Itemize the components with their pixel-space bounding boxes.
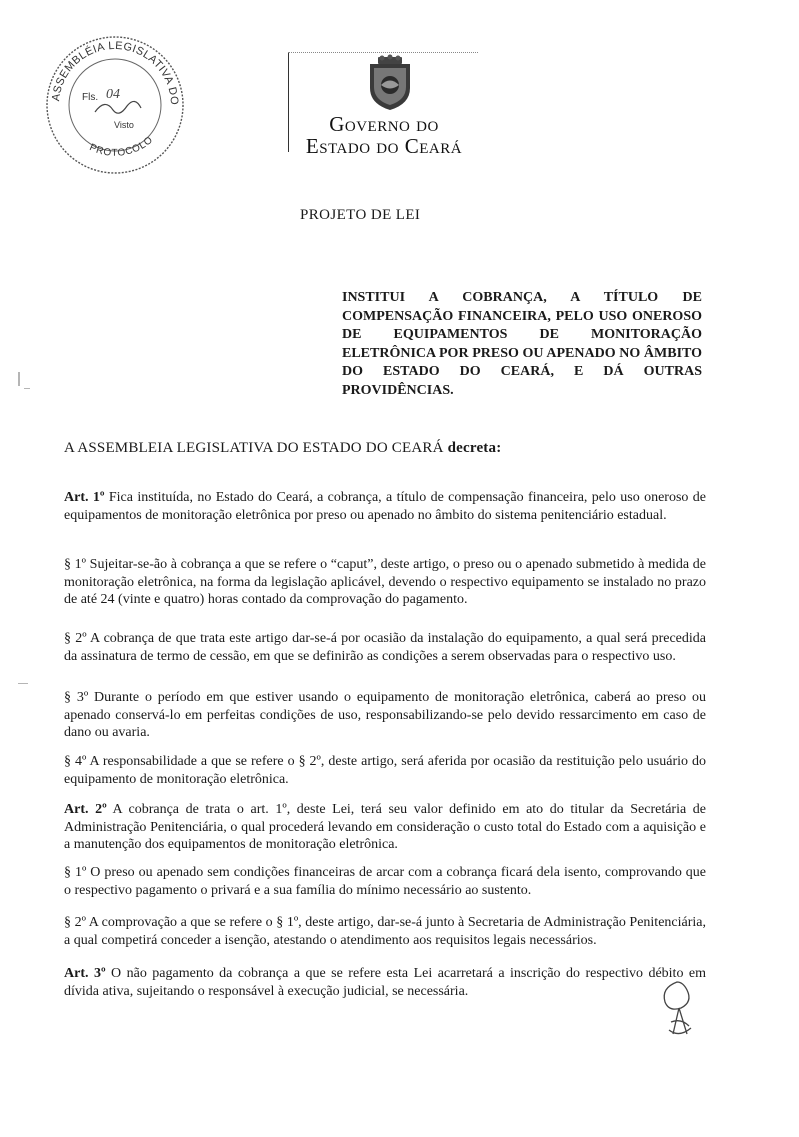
paragraph-text: Durante o período em que estiver usando o equipamento de monitoração eletrônica, caberá ao preso ou apenado conservá-lo em perfeitas condições de uso, responsabilizando-se pelo devido ressarcimento em caso de dano ou avaria.	[64, 690, 706, 740]
stamp-ring-text: ASSEMBLÉIA LEGISLATIVA DO	[50, 39, 181, 106]
stamp-fls-label: Fls.	[82, 92, 99, 103]
paragraph-label: § 4º	[64, 754, 87, 769]
government-title-line1: Governo do	[329, 112, 439, 136]
article-text: O não pagamento da cobrança a que se refere esta Lei acarretará a inscrição do respectivo débito em dívida ativa, sujeitando o responsável à execução judicial, se necessária.	[64, 966, 707, 999]
article-1-paragraph-3	[64, 689, 706, 742]
article-1-paragraph-2	[64, 630, 706, 665]
article-text: A cobrança de trata o art. 1º, deste Lei, terá seu valor definido em ato do titular da Secretária de Administração Penitenciária, o qual procederá levando em consideração o custo total do Estado com a aquisição e a manutenção dos equipamentos de monitoração eletrônica.	[64, 802, 706, 852]
paragraph-text: Sujeitar-se-ão à cobrança a que se refere o “caput”, deste artigo, o preso ou o apenado submetido à medida de monitoração eletrônica, na forma da legislação aplicável, devendo o respectivo equipamento se instalado no prazo de até 24 (vinte e quatro) horas contado da comprovação do pagamento.	[64, 557, 707, 607]
paragraph-label: § 1º	[64, 557, 86, 572]
initials-signature-icon	[655, 978, 705, 1042]
paragraph-text: A comprovação a que se refere o § 1º, deste artigo, dar-se-á junto à Secretaria de Administração Penitenciária, a qual competirá conceder a isenção, atestando o atendimento aos requisitos legais necessários.	[64, 915, 706, 948]
scan-artifact	[24, 388, 30, 389]
stamp-bottom-text: PROTOCOLO	[87, 134, 156, 159]
protocol-stamp	[40, 30, 190, 180]
article-1	[64, 489, 706, 524]
article-2-paragraph-2	[64, 914, 706, 949]
paragraph-label: § 2º	[64, 915, 86, 930]
stamp-fls-value: 04	[106, 87, 120, 102]
article-label: Art. 3º	[64, 966, 106, 981]
article-3	[64, 965, 706, 1000]
coat-of-arms-icon	[364, 54, 416, 112]
stamp-visto-label: Visto	[114, 120, 134, 130]
enacting-verb: decreta:	[447, 440, 502, 456]
bill-summary: INSTITUI A COBRANÇA, A TÍTULO DE COMPENSAÇÃO FINANCEIRA, PELO USO ONEROSO DE EQUIPAMENTOS DE MONITORAÇÃO ELETRÔNICA POR PRESO OU APENADO NO ÂMBITO DO ESTADO DO CEARÁ, E DÁ OUTRAS PROVIDÊNCIAS.	[342, 290, 702, 398]
article-2-paragraph-1	[64, 864, 706, 899]
enacting-body: A ASSEMBLEIA LEGISLATIVA DO ESTADO DO CEARÁ	[64, 440, 444, 456]
government-title-line2: Estado do Ceará	[305, 134, 463, 158]
paragraph-text: A cobrança de que trata este artigo dar-se-á por ocasião da instalação do equipamento, a qual será precedida da assinatura de termo de cessão, em que se definirão as condições a serem observadas para o respectivo uso.	[64, 631, 706, 664]
article-label: Art. 1º	[64, 490, 105, 505]
article-1-paragraph-4	[64, 753, 706, 788]
paragraph-label: § 3º	[64, 690, 89, 705]
paragraph-label: § 2º	[64, 631, 87, 646]
scan-artifact	[18, 683, 28, 684]
svg-text:PROTOCOLO	[88, 135, 156, 159]
article-label: Art. 2º	[64, 802, 107, 817]
enacting-clause	[64, 440, 501, 457]
document-type-title: PROJETO DE LEI	[300, 207, 421, 223]
paragraph-text: A responsabilidade a que se refere o § 2º, deste artigo, será aferida por ocasião da restituição pelo usuário do equipamento de monitoração eletrônica.	[64, 754, 706, 787]
article-1-paragraph-1	[64, 556, 706, 609]
paragraph-label: § 1º	[64, 865, 87, 880]
scan-artifact	[18, 372, 20, 386]
stamp-signature-scribble	[95, 101, 141, 113]
paragraph-text: O preso ou apenado sem condições financeiras de arcar com a cobrança ficará dela isento, comprovando que o respectivo pagamento o privará e a sua família do mínimo necessário ao sustento.	[64, 865, 707, 898]
government-header	[288, 52, 479, 158]
article-text: Fica instituída, no Estado do Ceará, a cobrança, a título de compensação financeira, pelo uso oneroso de equipamentos de monitoração eletrônica por preso ou apenado no âmbito do sistema penitenciário estadual.	[64, 490, 706, 523]
article-2	[64, 801, 706, 854]
stamp-seal-icon	[40, 30, 190, 180]
